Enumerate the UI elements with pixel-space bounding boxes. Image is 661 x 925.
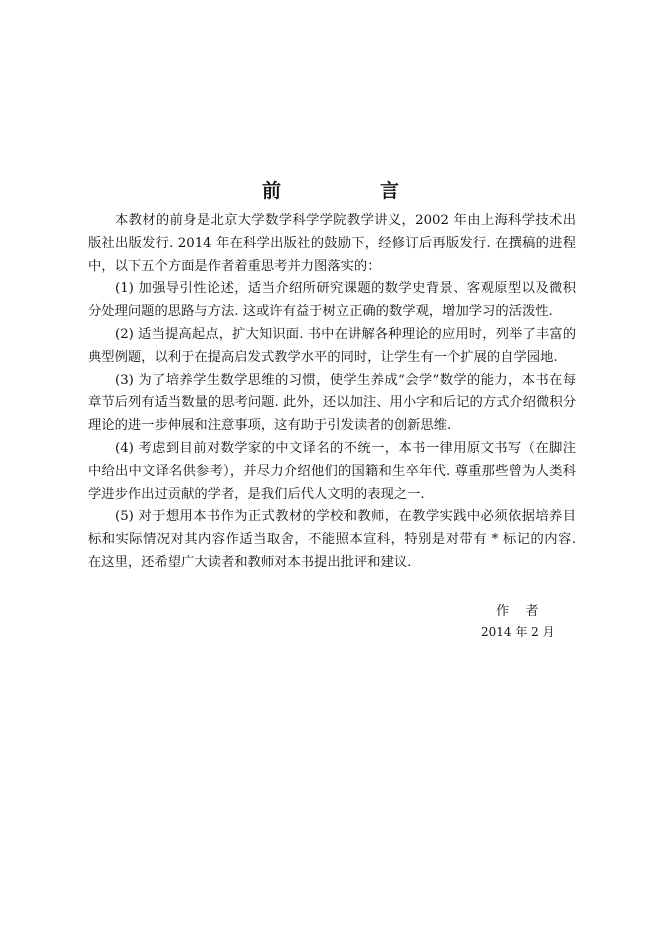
paragraph-point-2: (2) 适当提高起点，扩大知识面. 书中在讲解各种理论的应用时，列举了丰富的典型例题，以利于在提高启发式教学水平的同时，让学生有一个扩展的自学园地. <box>88 326 576 365</box>
paragraph-point-4: (4) 考虑到目前对数学家的中文译名的不统一，本书一律用原文书写（在脚注中给出中文译名供参考），并尽力介绍他们的国籍和生卒年代. 尊重那些曾为人类科学进步作出过贡献的学者，是我们后代人文明的表现之一. <box>88 440 576 502</box>
signature-date: 2014 年 2 月 <box>481 625 555 639</box>
preface-body <box>88 210 576 575</box>
paragraph-point-5: (5) 对于想用本书作为正式教材的学校和教师，在教学实践中必须依据培养目标和实际情况对其内容作适当取舍，不能照本宣科，特别是对带有 * 标记的内容. 在这里，还希望广大读者和教师对本书提出批评和建议. <box>88 509 576 570</box>
paragraph-point-3: (3) 为了培养学生数学思维的习惯，使学生养成“会学”数学的能力，本书在每章节后列有适当数量的思考问题. 此外，还以加注、用小字和后记的方式介绍微积分理论的进一步伸展和注意事项，这有助于引发读者的创新思维. <box>88 372 576 434</box>
paragraph-point-1: (1) 加强导引性论述，适当介绍所研究课题的数学史背景、客观原型以及微积分处理问题的思路与方法. 这或许有益于树立正确的数学观，增加学习的活泼性. <box>88 281 576 320</box>
page-title: 前 言 <box>261 180 439 202</box>
paragraph-intro: 本教材的前身是北京大学数学科学学院教学讲义，2002 年由上海科学技术出版社出版发行. 2014 年在科学出版社的鼓励下，经修订后再版发行. 在撰稿的进程中，以下五个方面是作者着重思考并力图落实的： <box>88 213 576 274</box>
signature-author: 作者 <box>496 604 555 619</box>
